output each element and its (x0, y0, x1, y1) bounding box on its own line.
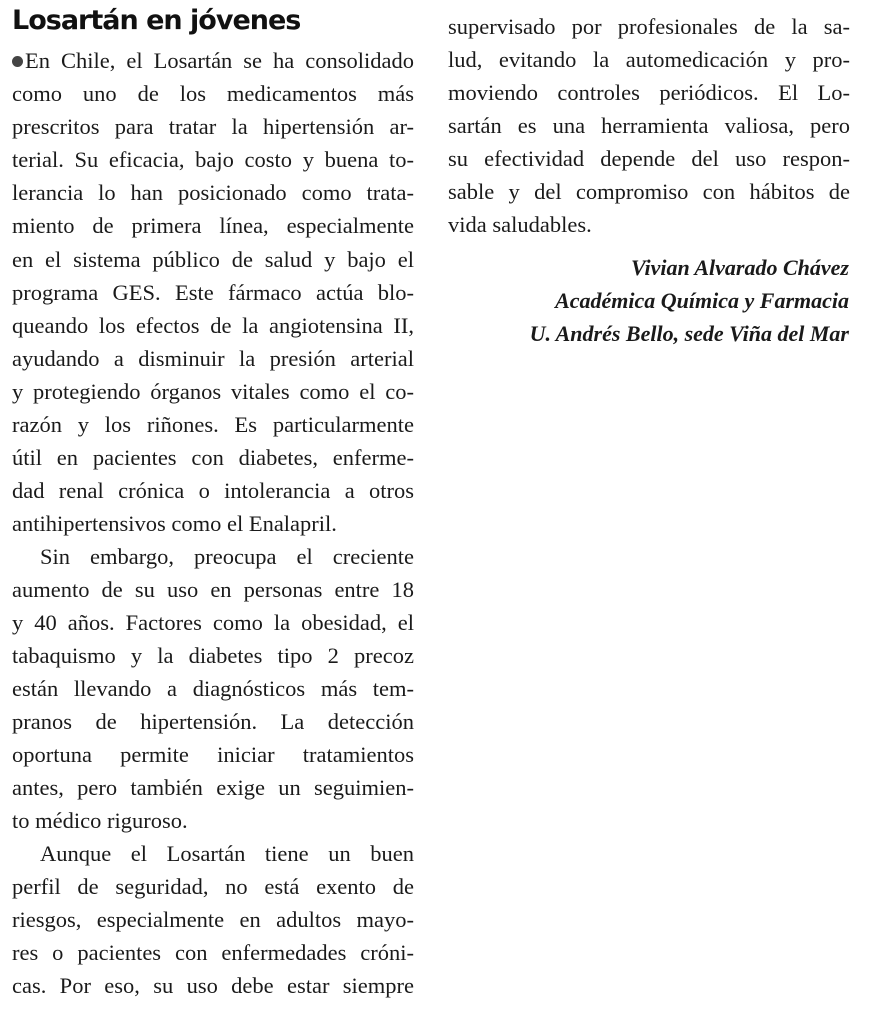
body-text-line: antihipertensivos como el Enalapril. (12, 511, 337, 536)
body-text-line: ayudando a disminuir la presión arterial (12, 346, 414, 371)
body-text-line: to médico riguroso. (12, 808, 188, 833)
body-text-line: lerancia lo han posicionado como trata- (12, 180, 414, 205)
body-text-line: queando los efectos de la angiotensina II, (12, 313, 414, 338)
body-text-line: están llevando a diagnósticos más tem- (12, 676, 414, 701)
body-text-line: cas. Por eso, su uso debe estar siempre (12, 973, 414, 998)
body-text-line: aumento de su uso en personas entre 18 (12, 577, 414, 602)
body-text-line: útil en pacientes con diabetes, enferme- (12, 445, 414, 470)
body-text-line: su efectividad depende del uso respon- (448, 146, 850, 171)
body-text-line: y protegiendo órganos vitales como el co- (12, 379, 414, 404)
body-text-line: oportuna permite iniciar tratamientos (12, 742, 414, 767)
body-text-line: razón y los riñones. Es particularmente (12, 412, 414, 437)
body-text-line: sable y del compromiso con hábitos de (448, 179, 850, 204)
body-text-line: perfil de seguridad, no está exento de (12, 874, 414, 899)
body-text-line (12, 45, 414, 77)
article-title: Losartán en jóvenes (12, 5, 301, 36)
author-institution: U. Andrés Bello, sede Viña del Mar (529, 321, 849, 346)
body-text-line: vida saludables. (448, 212, 592, 237)
body-text-line: tabaquismo y la diabetes tipo 2 precoz (12, 643, 414, 668)
body-text-line: lud, evitando la automedicación y pro- (448, 47, 850, 72)
body-text-line: sartán es una herramienta valiosa, pero (448, 113, 850, 138)
body-text-line: Sin embargo, preocupa el creciente (40, 544, 414, 569)
author-role: Académica Química y Farmacia (555, 288, 849, 313)
body-text-line: Aunque el Losartán tiene un buen (40, 841, 414, 866)
body-text-line: prescritos para tratar la hipertensión ar- (12, 114, 414, 139)
body-text-line: antes, pero también exige un seguimien- (12, 775, 414, 800)
body-text-line: supervisado por profesionales de la sa- (448, 14, 850, 39)
body-text-span: En Chile, el Losartán se ha consolidado (25, 48, 414, 73)
body-text-line: como uno de los medicamentos más (12, 81, 414, 106)
body-text-line: miento de primera línea, especialmente (12, 213, 414, 238)
body-text-line: terial. Su eficacia, bajo costo y buena to- (12, 147, 414, 172)
body-text-line: riesgos, especialmente en adultos mayo- (12, 907, 414, 932)
body-text-line: en el sistema público de salud y bajo el (12, 247, 414, 272)
body-text-line: dad renal crónica o intolerancia a otros (12, 478, 414, 503)
body-text-line: y 40 años. Factores como la obesidad, el (12, 610, 414, 635)
body-text-line: programa GES. Este fármaco actúa blo- (12, 280, 414, 305)
bullet-icon (12, 56, 23, 67)
author-name: Vivian Alvarado Chávez (631, 255, 849, 280)
body-text-line: pranos de hipertensión. La detección (12, 709, 414, 734)
body-text-line: moviendo controles periódicos. El Lo- (448, 80, 850, 105)
body-text-line: res o pacientes con enfermedades cróni- (12, 940, 414, 965)
